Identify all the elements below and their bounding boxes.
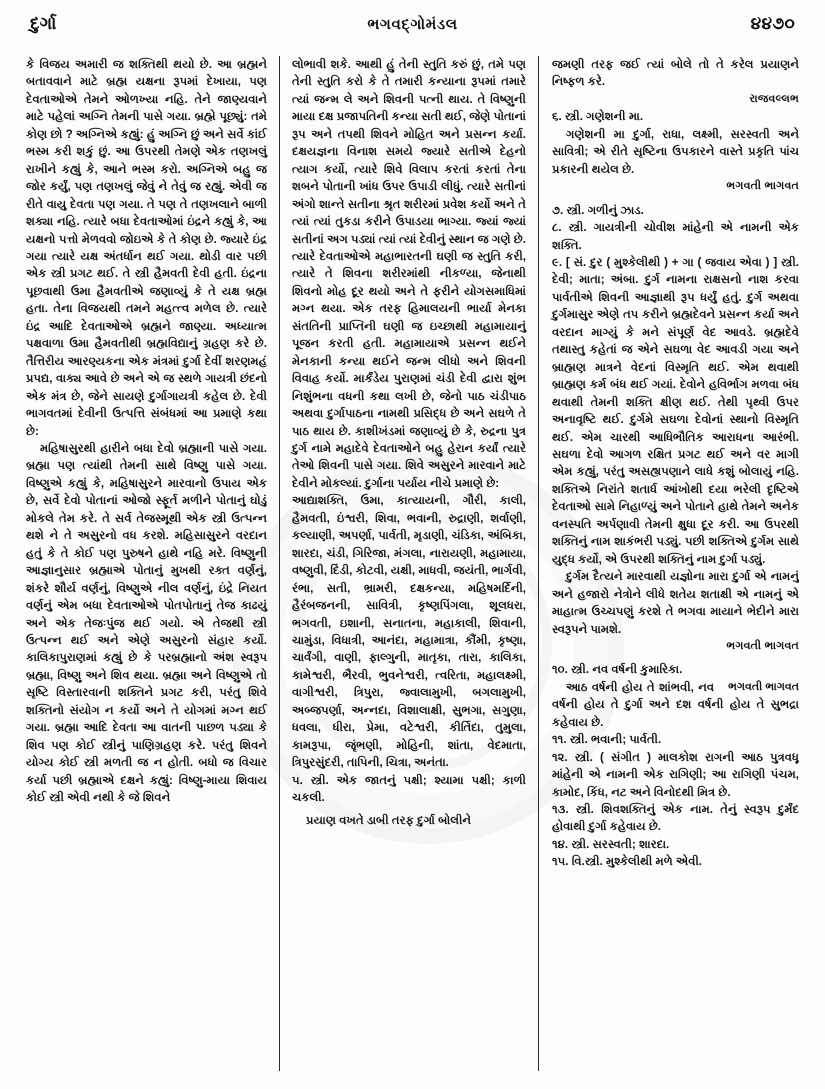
entry-headword-gloss: મુશ્કેલીથી મળે એવી. [606, 855, 702, 869]
entry-headword-gloss: ગળીનું ઝાડ. [587, 203, 644, 217]
header-book-title: ભગવદ્ગોમંડલ [367, 16, 458, 33]
paragraph: જમણી તરફ જઈ ત્યાં બોલે તો તે કરેલ પ્રયાણને નિષ્ફળ કરે. [552, 58, 799, 89]
dictionary-entry [552, 254, 799, 568]
entry-body-text: આઠ વર્ષની હોય તે શાંભવી, નવ વર્ષની હોય તે દુર્ગા અને દશ વર્ષની હોય તે સુભદ્રા કહેવાય છે. [552, 680, 799, 729]
entry-part-of-speech: સ્ત્રી. [571, 663, 590, 677]
entry-headword-gloss: સરસ્વતી; શારદા. [592, 837, 670, 851]
entry-part-of-speech: સ્ત્રી. [574, 750, 593, 764]
entry-headword-gloss: નવ વર્ષની કુમારિકા. [592, 663, 683, 677]
source-citation: ભગવતી ભાગવત [726, 639, 799, 652]
paragraph-tail: પ્રયાણ વખતે ડાબી તરફ દુર્ગા બોલીને [306, 814, 472, 828]
entry-part-of-speech: સ્ત્રી. [569, 733, 588, 747]
entry-headword-gloss: શિવશક્તિનું એક નામ. તેનું સ્વરૂપ દુર્મંદ હોવાથી દુર્ગા કહેવાય છે. [552, 803, 799, 834]
column-1 [26, 56, 279, 1071]
entry-part-of-speech: સ્ત્રી. [568, 221, 587, 235]
entry-number: ૮. [552, 221, 562, 235]
paragraph: લોભાવી શકે. આથી હું તેની સ્તુતિ કરું છું, તમે પણ તેની સ્તુતિ કરો કે તે તમારી કન્યાના રૂપમાં તમારે ત્યાં જન્મ લે અને શિવની પત્ની થાય. તે વિષ્ણુની માયા દક્ષ પ્રજાપતિની કન્યા સતી થઈ, જેણે પોતાનાં રૂપ અને તપથી શિવને મોહિત અને પ્રસન્ન કર્યા. દક્ષયજ્ઞના વિનાશ સમયે જ્યારે સતીએ દેહનો ત્યાગ કર્યો, ત્યારે શિવે વિલાપ કરતાં કરતાં તેના શબને પોતાની ખાંધ ઉપર ઉપાડી લીધું. ત્યારે સતીનાં અંગો શાન્તે સતીના શ્રૃત શરીરમાં પ્રવેશ કર્યો અને તે ત્યાં ત્યાં તુકડા કરીને ઉપાડયા ભાગ્યા. જ્યાં જ્યાં સતીનાં અગ પડ્યાં ત્યાં ત્યાં દેવીનું સ્થાન જ ગણે છે. ત્યારે દેવતાઓએ મહાભારતની ઘણી જ સ્તુતિ કરી, ત્યારે તે શિવના શરીરમાંથી નીકળ્યા, જેનાથી શિવનો મોહ દૂર થયો અને તે ફરીને યોગસમાધિમાં મગ્ન થયા. એક તરફ હિમાલયની ભાર્યા મેનકા સંતતિની પ્રાપ્તિની ઘણી જ ઇચ્છાથી મહામાયાનું પૂજન કરતી હતી. મહામાયાએ પ્રસન્ન થઈને મેનકાની કન્યા થઈને જન્મ લીધો અને શિવની વિવાહ કર્યો. માર્કંડેય પુરાણમાં ચંડી દેવી દ્વારા શુંભ નિશુંભના વધની કથા લખી છે, જેનો પાઠ ચંડીપાઠ અથવા દુર્ગાપાઠના નામથી પ્રસિદ્ધ છે અને સઘળે તે પાઠ થાય છે. કાશીખંડમાં જણાવ્યું છે કે, રુદ્રના પુત્ર દુર્ગ નામે મહાદેવે દેવતાઓને બહુ હેરાન કર્યાં ત્યારે તેઓ શિવની પાસે ગયા. શિવે અસુરને મારવાને માટે દેવીને મોકલ્યાં. દુર્ગાના પર્યાય નીચે પ્રમાણે છે: [292, 58, 526, 490]
entry-body [552, 679, 799, 731]
dictionary-entry [552, 108, 799, 125]
column-2 [279, 56, 539, 1071]
dictionary-entry [552, 202, 799, 219]
dictionary-entry [552, 801, 799, 836]
entry-definition: એક જાતનું પક્ષી; શ્યામા પક્ષી; કાળી ચકલી. [292, 773, 526, 805]
header-left-keyword: દુર્ગા [30, 14, 57, 33]
entry-number: ૧૩. [552, 803, 569, 817]
page-header [0, 14, 825, 44]
entry-part-of-speech: સ્ત્રી. [564, 110, 583, 124]
source-citation: ભગવતી ભાગવત [728, 680, 799, 693]
dictionary-entry [552, 836, 799, 853]
dictionary-entry [552, 749, 799, 801]
entry-number: ૬. [552, 110, 562, 124]
source-citation: ભગવતી ભાગવત [726, 180, 799, 193]
header-page-number: ૪૪૭૦ [750, 14, 795, 33]
entry-headword-gloss: ગાયત્રીની ચોવીશ માંહેની એ નામની એક શક્તિ. [552, 221, 799, 252]
paragraph: કે વિજય અમારી જ શક્તિથી થયો છે. આ બ્રહ્મને બતાવવાને માટે બ્રહ્મ યક્ષના રૂપમાં દેખાયા, પણ દેવતાઓએ તેમને ઓળખ્યા નહિ. તેને જાણ્યવાને માટે પહેલાં અગ્નિ તેમની પાસે ગયા. બ્રહ્મે પૂછ્યું: તમે કોણ છો ? અગ્નિએ કહ્યું: હું અગ્નિ છું અને સર્વે કાંઈ ભસ્મ કરી શકું છું. આ ઉપરથી તેમણે એક તણખલું રાખીને કહ્યું કે, આને ભસ્મ કરો. અગ્નિએ બહુ જ જોર કર્યું, પણ તણખલું જેવું ને તેવું જ રહ્યું. એવી જ રીતે વાયુ દેવતા પણ ગયા. તે પણ તે તણખલાને બાળી શક્યા નહિ. ત્યારે બધા દેવતાઓમાં ઇંદ્રને કહ્યું કે, આ યક્ષનો પત્તો મેળવવો જોઇએ કે તે કોણ છે. જ્યારે ઇંદ્ર ગયા ત્યારે યક્ષ અંતર્ધાન થઈ ગયા. થોડી વાર પછી એક સ્ત્રી પ્રગટ થઈ. તે સ્ત્રી હૈમવતી દેવી હતી. ઇંદ્રના પૂછવાથી ઉમા હૈમવતીએ જણાવ્યું કે તે યક્ષ બ્રહ્મ હતા. તેના વિજયથી તમને મહત્ત્વ મળેલ છે. ત્યારે ઇંદ્ર આદિ દેવતાઓએ બ્રહ્મને જાણ્યા. અધ્યાત્મ પક્ષવાળા ઉમા હૈમવતીથી બ્રહ્મવિદ્યાનું ગ્રહણ કરે છે. તૈત્તિરીય આરણ્યકના એક મંત્રમાં દુર્ગા દેવીં શરણમહં પ્રપદ્ય, વાક્ય આવે છે અને એ જ સ્થળે ગાયત્રી છંદનો એક મંત્ર છે, જેને સાયણે દુર્ગાગાયત્રી કહેલ છે. દેવી ભાગવતમાં દેવીની ઉત્પત્તિ સંબંધમાં આ પ્રમાણે કથા છે: [26, 58, 267, 438]
entry-headword-gloss: ભવાની; પાર્વતી. [591, 733, 662, 747]
entry-etymology: [ સં. દુર ( મુશ્કેલીથી ) + ગા ( જવાય એવા ) ] [565, 255, 778, 269]
dictionary-entry [292, 772, 526, 807]
paragraph: આદ્યાશક્તિ, ઉમા, કાત્યાયની, ગૌરી, કાલી, હૈમવતી, ઇંશ્વરી, શિવા, ભવાની, રુદ્રાણી, શર્વાણી, કલ્યાણી, અપર્ણા, પાર્વતી, મૃડાણી, ચંડિકા, અંબિકા, શારદા, ચંડી, ગિરિજા, મંગલા, નારાયણી, મહામાયા, વષ્ણુવી, દિંડી, કોટવી, યક્ષી, માધવી, જયંતી, ભાર્ગવી, રંભા, સતી, ભ્રામરી, દક્ષકન્યા, મહિષમર્દિની, હૈરંબજનની, સાવિત્રી, કૃષ્ણપિંગલા, શૂલધરા, ભગવતી, ઇશાની, સનાતના, મહાકાલી, શિવાની, ચામુંડા, વિધાત્રી, આનંદા, મહામાત્રા, કૌંમી, કૃષ્ણા, ચાર્વંગી, વાણી, ફાલ્ગુની, માતૃકા, તારા, કાલિકા, કામેશ્વરી, ભૈરવી, ભુવનેશ્વરી, ત્વરિતા, મહાલક્ષ્મી, વાગીશ્વરી, ત્રિપુરા, જ્વાલામુખી, બગલામુખી, અબ્જપર્ણા, અન્નદા, વિશાલાક્ષી, સુભગા, સગુણા, ધવલા, ધીરા, પ્રેમા, વટેશ્વરી, કીર્તિદા, તુમુલા, કામરૂપા, જૃંભણી, મોહિની, શાંતા, વેદમાતા, ત્રિપુરસુંદરી, તાપિની, ચિત્રા, અનંતા. [292, 494, 526, 770]
entry-number: ૧૧. [552, 733, 567, 747]
entry-headword-gloss: ( સંગીત ) માલકોશ રાગની આઠ પુત્રવધૂ માંહેની એ નામની એક રાગિણી; આ રાગિણી પંચમ, કામોદ, કિંધ, નટ અને વિનોદથી મિત્ર છે. [552, 750, 799, 799]
entry-number: ૯. [552, 255, 563, 269]
dictionary-entry [552, 731, 799, 748]
paragraph: મહિષાસુરથી હારીને બધા દેવો બ્રહ્માની પાસે ગયા. બ્રહ્મા પણ ત્યાંથી તેમની સાથે વિષ્ણુ પાસે ગયા. વિષ્ણુએ કહ્યું કે, મહિષાસુરને મારવાનો ઉપાય એક છે, સર્વે દેવો પોતાનાં ઓજો સ્ફૂર્ત મળીને પોતાનું ઘોડું મોકલે તેમ કરે. તે સર્વ તેજસ્મૂથી એક સ્ત્રી ઉત્પન્ન થશે ને તે અસુરનો વધ કરશે. મહિસાસુરને વરદાન હતું કે તે કોઈ પણ પુરુષને હાથે નહિ મરે. વિષ્ણુની આજ્ઞાનુસાર બ્રહ્માએ પોતાનું મુખથી રક્ત વર્ણનું, શંકરે શૌર્ય વર્ણનું, વિષ્ણુએ નીલ વર્ણનું, ઇંદ્રે નિયત વર્ણનું એમ બધા દેવતાઓએ પોતપોતાનું તેજ કાઢયું અને એક તેજઃપુંજ થઈ ગયો. એ તેજથી સ્ત્રી ઉત્પન્ન થઈ અને એણે અસુરનો સંહાર કર્યો. કાલિકાપુરાણમાં કહ્યું છે કે પરબ્રહ્માનો અંશ સ્વરૂપ બ્રહ્મા, વિષ્ણુ અને શિવ થયા. બ્રહ્મા અને વિષ્ણુએ તો સૃષ્ટિ વિસ્તારવાની શક્તિને પ્રગટ કરી, પરંતુ શિવે શક્તિનો સંયોગ ન કર્યો અને તે યોગમાં મગ્ન થઈ ગયા. બ્રહ્મા આદિ દેવતા આ વાતની પાછળ પડ્યા કે શિવ પણ કોઈ સ્ત્રીનું પાણિગ્રહણ કરે. પરંતુ શિવને યોગ્ય કોઈ સ્ત્રી મળતી જ ન હોતી. બધો જ વિચાર કર્યા પછી બ્રહ્માએ દક્ષને કહ્યું: વિષ્ણુ-માયા શિવાય કોઈ સ્ત્રી એવી નથી કે જે શિવને [26, 441, 267, 805]
entry-headword-gloss: ગણેશની મા. [586, 110, 644, 124]
source-citation: રાજવલ્લભ [749, 92, 799, 105]
entry-body-continued: દુર્ગમ દૈત્યને મારવાથી યજ્ઞોના મારા દુર્ગા એ નામનું અને હજારો નેત્રોને લીધે શતેય શતાક્ષી એ નામનું એ માહાત્મ ઉચ્ચપણું કરશે તે ભગવા માયાને ભેદીને મારા સ્વરૂપને પામશે. [552, 570, 799, 636]
dictionary-entry [552, 661, 799, 678]
entry-number: ૧૦. [552, 663, 568, 677]
text-columns [26, 56, 799, 1071]
entry-part-of-speech: સ્ત્રી. [310, 773, 329, 787]
entry-part-of-speech: સ્ત્રી. [571, 837, 590, 851]
entry-number: ૭. [552, 203, 564, 217]
entry-part-of-speech: સ્ત્રી. [781, 255, 799, 269]
entry-part-of-speech: વિ.સ્ત્રી. [571, 855, 603, 869]
entry-body: ગણેશની મા દુર્ગા, રાધા, લક્ષ્મી, સરસ્વતી અને સાવિત્રી; એ રીતે સૃષ્ટિના ઉપકારને વાસ્તે પ્રકૃતિ પાંચ પ્રકારની થયેલ છે. [552, 127, 799, 176]
entry-part-of-speech: સ્ત્રી. [575, 803, 594, 817]
dictionary-entry [552, 853, 799, 870]
entry-headword-gloss: દેવી; માતા; અંબા. [552, 273, 639, 287]
dictionary-entry [552, 219, 799, 254]
entry-body: દુર્ગ નામના રાક્ષસનો નાશ કરવા પાર્વતીએ શિવની આજ્ઞાથી રૂપ ધર્યું હતું. દુર્ગ અથવા દુર્ગમાસુર એણે તપ કરીને બ્રહ્મદેવને પ્રસન્ન કર્યા અને વરદાન માગ્યું કે મને સંપૂર્ણ વેદ આવડે. બ્રહ્મદેવે તથાસ્તુ કહેતાં જ એને સઘળા વેદ આવડી ગયા અને બ્રાહ્મણ માત્રને વેદનાં વિસ્મૃતિ થઈ. એમ થવાથી બ્રાહ્મણ કર્મ બંધ થઈ ગયાં. દેવોને હવિર્ભાગ મળવા બંધ થવાથી તેમની શક્તિ ક્ષીણ થઈ. તેથી પૃથ્વી ઉપર અનાવૃષ્ટિ થઈ. દુર્ગમે સઘળા દેવોનાં સ્થાનો વિસ્મૃતિ થઈ. એમ ચારથી આધિભૌતિક આરાધના આરંભી. સઘળા દેવો આગળ રક્ષિત પ્રગટ થઈ અને વર માગી એમ કહ્યું, પરંતુ અસહ્યપણાને લાધે કશું બોલાયું નહિ. શક્તિએ નિરાંતે શતાર્ધ આંખોથી દયા ભરેલી દૃષ્ટિએ દેવતાઓ સામે નિહાળ્યું અને પોતાને હાથે તેમને અનેક વનસ્પતિ અર્પણાવી તેમની ક્ષુધા દૂર કરી. આ ઉપરથી શક્તિનું નામ શાકંભરી પડ્યું. પછી શક્તિએ દુર્ગમ સાથે યુદ્ધ કર્યો, એ ઉપરથી શક્તિનું નામ દુર્ગા પડ્યું. [552, 273, 799, 566]
entry-number: ૧૪. [552, 837, 569, 851]
entry-part-of-speech: સ્ત્રી. [566, 203, 585, 217]
entry-number: ૧૨. [552, 750, 568, 764]
entry-number: ૧૫. [552, 855, 569, 869]
column-3 [539, 56, 799, 1071]
entry-number: ૫. [292, 773, 303, 787]
